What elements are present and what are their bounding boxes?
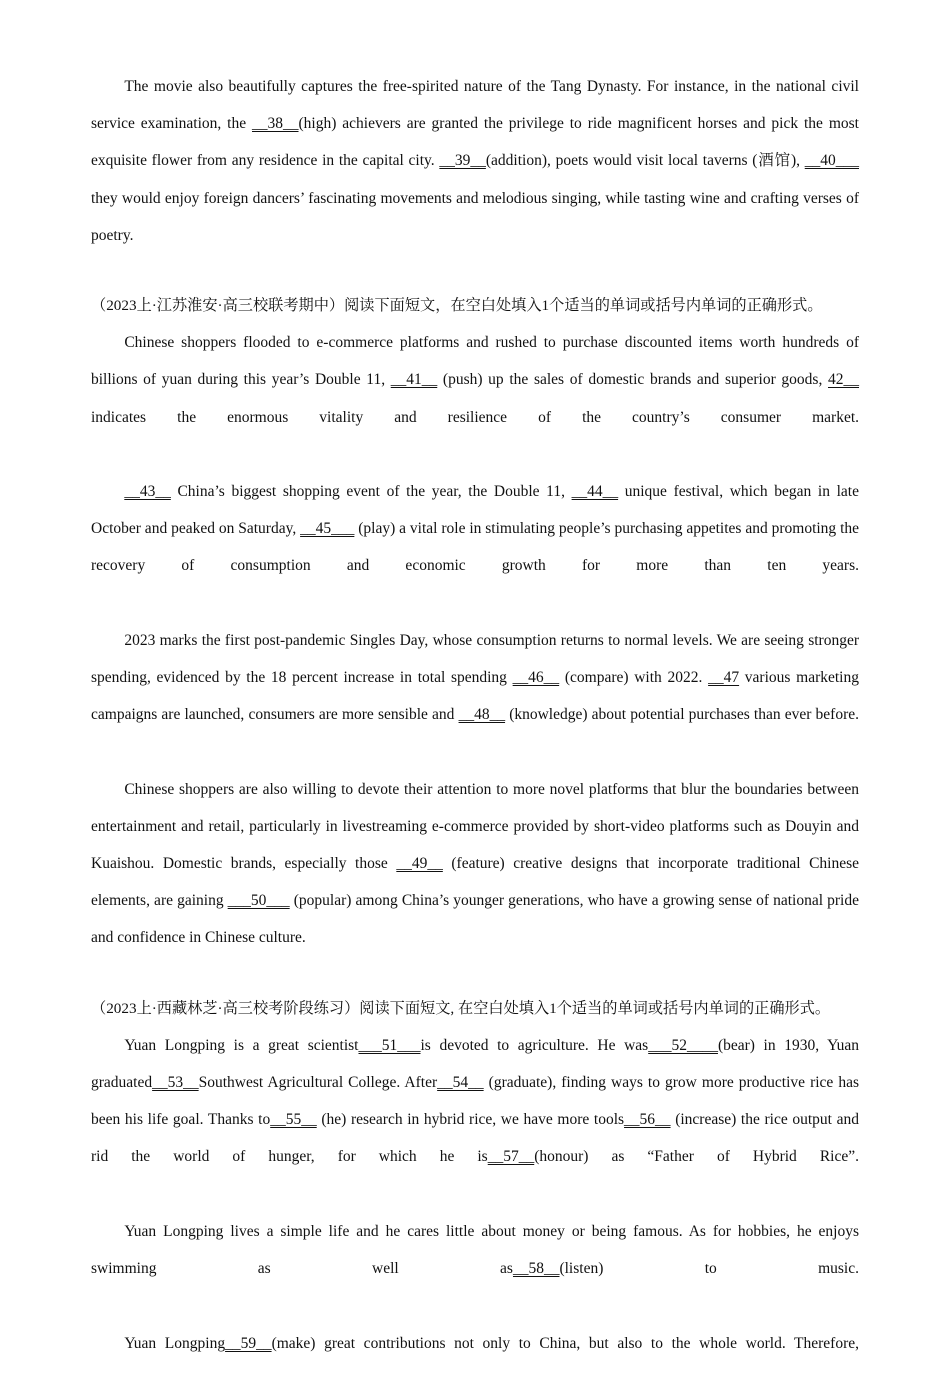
text: China’s biggest shopping event of the year, the Double 11,	[170, 483, 572, 501]
text: (high) achievers are granted the privilege to ride magnificent horses and pick the most exquisite flower from any residence in the capital city.	[91, 115, 859, 170]
blank-59: __59__	[225, 1334, 272, 1352]
blank-51: ___51___	[358, 1036, 421, 1054]
text: Chinese shoppers are also willing to devote their attention to more novel platforms that blur the boundaries between entertainment and retail, particularly in livestreaming e-commerce provided by short-video platforms such as Douyin and Kuaishou. Domestic brands, especially those	[91, 780, 859, 873]
blank-42: 42__	[828, 371, 859, 389]
text: (he) research in hybrid rice, we have more tools	[316, 1111, 625, 1129]
text: 2023 marks the first post-pandemic Singles Day, whose consumption returns to normal levels. We are seeing stronger spending, evidenced by the 18 percent increase in total spending	[91, 631, 859, 687]
text: (bear) in 1930, Yuan graduated	[91, 1036, 859, 1092]
blank-41: __41__	[390, 371, 438, 389]
blank-48: __48__	[458, 706, 506, 724]
text: Yuan Longping is a great scientist	[124, 1036, 359, 1054]
text: (listen) to music.	[559, 1260, 859, 1278]
text: Yuan Longping	[124, 1334, 226, 1352]
text: (push) up the sales of domestic brands and superior goods,	[437, 371, 828, 389]
text: (play) a vital role in stimulating people’s purchasing appetites and promoting the recovery of consumption and economic growth for more than ten years.	[91, 520, 860, 575]
text: indicates the enormous vitality and resilience of the country’s consumer market.	[91, 408, 859, 426]
spacer	[91, 957, 859, 990]
text: (honour) as “Father of Hybrid Rice”.	[534, 1148, 859, 1166]
paragraph-yuan-longping-b	[91, 1213, 859, 1325]
paragraph-tang-dynasty	[91, 68, 859, 254]
text: The movie also beautifully captures the free-spirited nature of the Tang Dynasty. For instance, in the national civil service examination, the	[91, 78, 859, 133]
blank-53: __53__	[152, 1074, 199, 1092]
text: (make) great contributions not only to China, but also to the whole world. Therefore,	[271, 1334, 859, 1352]
blank-55: __55__	[270, 1111, 317, 1129]
text: various marketing campaigns are launched, consumers are more sensible and	[91, 669, 859, 724]
paragraph-double-11-a	[91, 324, 859, 473]
blank-52: ___52____	[648, 1036, 718, 1054]
paragraph-double-11-b	[91, 473, 859, 622]
blank-43: __43__	[124, 483, 171, 501]
text: Chinese shoppers flooded to e-commerce platforms and rushed to purchase discounted items worth hundreds of billions of yuan during this year’s Double 11,	[91, 334, 859, 389]
blank-57: __57__	[487, 1148, 535, 1166]
text: (knowledge) about potential purchases than ever before.	[505, 706, 860, 724]
blank-47: __47	[708, 669, 740, 687]
blank-38: __38__	[252, 115, 299, 133]
paragraph-singles-day	[91, 622, 859, 771]
blank-44: __44__	[571, 483, 619, 501]
document-page	[91, 68, 859, 1399]
text: (popular) among China’s younger generations, who have a growing sense of national pride and confidence in Chinese culture.	[91, 892, 859, 947]
blank-45: __45___	[300, 520, 355, 538]
blank-46: __46__	[512, 669, 560, 687]
section-intro-tibet: （2023上·西藏林芝·高三校考阶段练习）阅读下面短文, 在空白处填入1个适当的单词或括号内单词的正确形式。	[91, 999, 831, 1017]
section-intro-jiangsu: （2023上·江苏淮安·高三校联考期中）阅读下面短文，在空白处填入1个适当的单词或括号内单词的正确形式。	[91, 297, 823, 315]
text: (increase) the rice output and rid the world of hunger, for which he is	[91, 1111, 860, 1166]
paragraph-yuan-longping-a	[91, 1027, 859, 1213]
paragraph-yuan-longping-c	[91, 1325, 859, 1399]
text: unique festival, which began in late October and peaked on Saturday,	[91, 483, 859, 538]
text: (addition), poets would visit local taverns (酒馆),	[485, 152, 805, 170]
blank-50: ___50___	[227, 892, 290, 910]
text: (feature) creative designs that incorporate traditional Chinese elements, are gaining	[91, 855, 860, 910]
text: Yuan Longping lives a simple life and he cares little about money or being famous. As for hobbies, he enjoys swimming as well as	[91, 1222, 859, 1278]
blank-56: __56__	[624, 1111, 671, 1129]
blank-40: __40___	[804, 152, 859, 170]
blank-54: __54__	[437, 1074, 484, 1092]
text: they would enjoy foreign dancers’ fascinating movements and melodious singing, while tasting wine and crafting verses of poetry.	[91, 189, 859, 244]
text: is devoted to agriculture. He was	[420, 1036, 649, 1054]
blank-49: __49__	[396, 855, 443, 873]
blank-58: __58__	[512, 1260, 560, 1278]
blank-39: __39__	[439, 152, 486, 170]
text: (compare) with 2022.	[559, 669, 709, 687]
text: (graduate), finding ways to grow more productive rice has been his life goal. Thanks to	[91, 1074, 859, 1129]
text: Southwest Agricultural College. After	[198, 1074, 438, 1092]
spacer	[91, 254, 859, 287]
paragraph-livestreaming	[91, 771, 859, 957]
